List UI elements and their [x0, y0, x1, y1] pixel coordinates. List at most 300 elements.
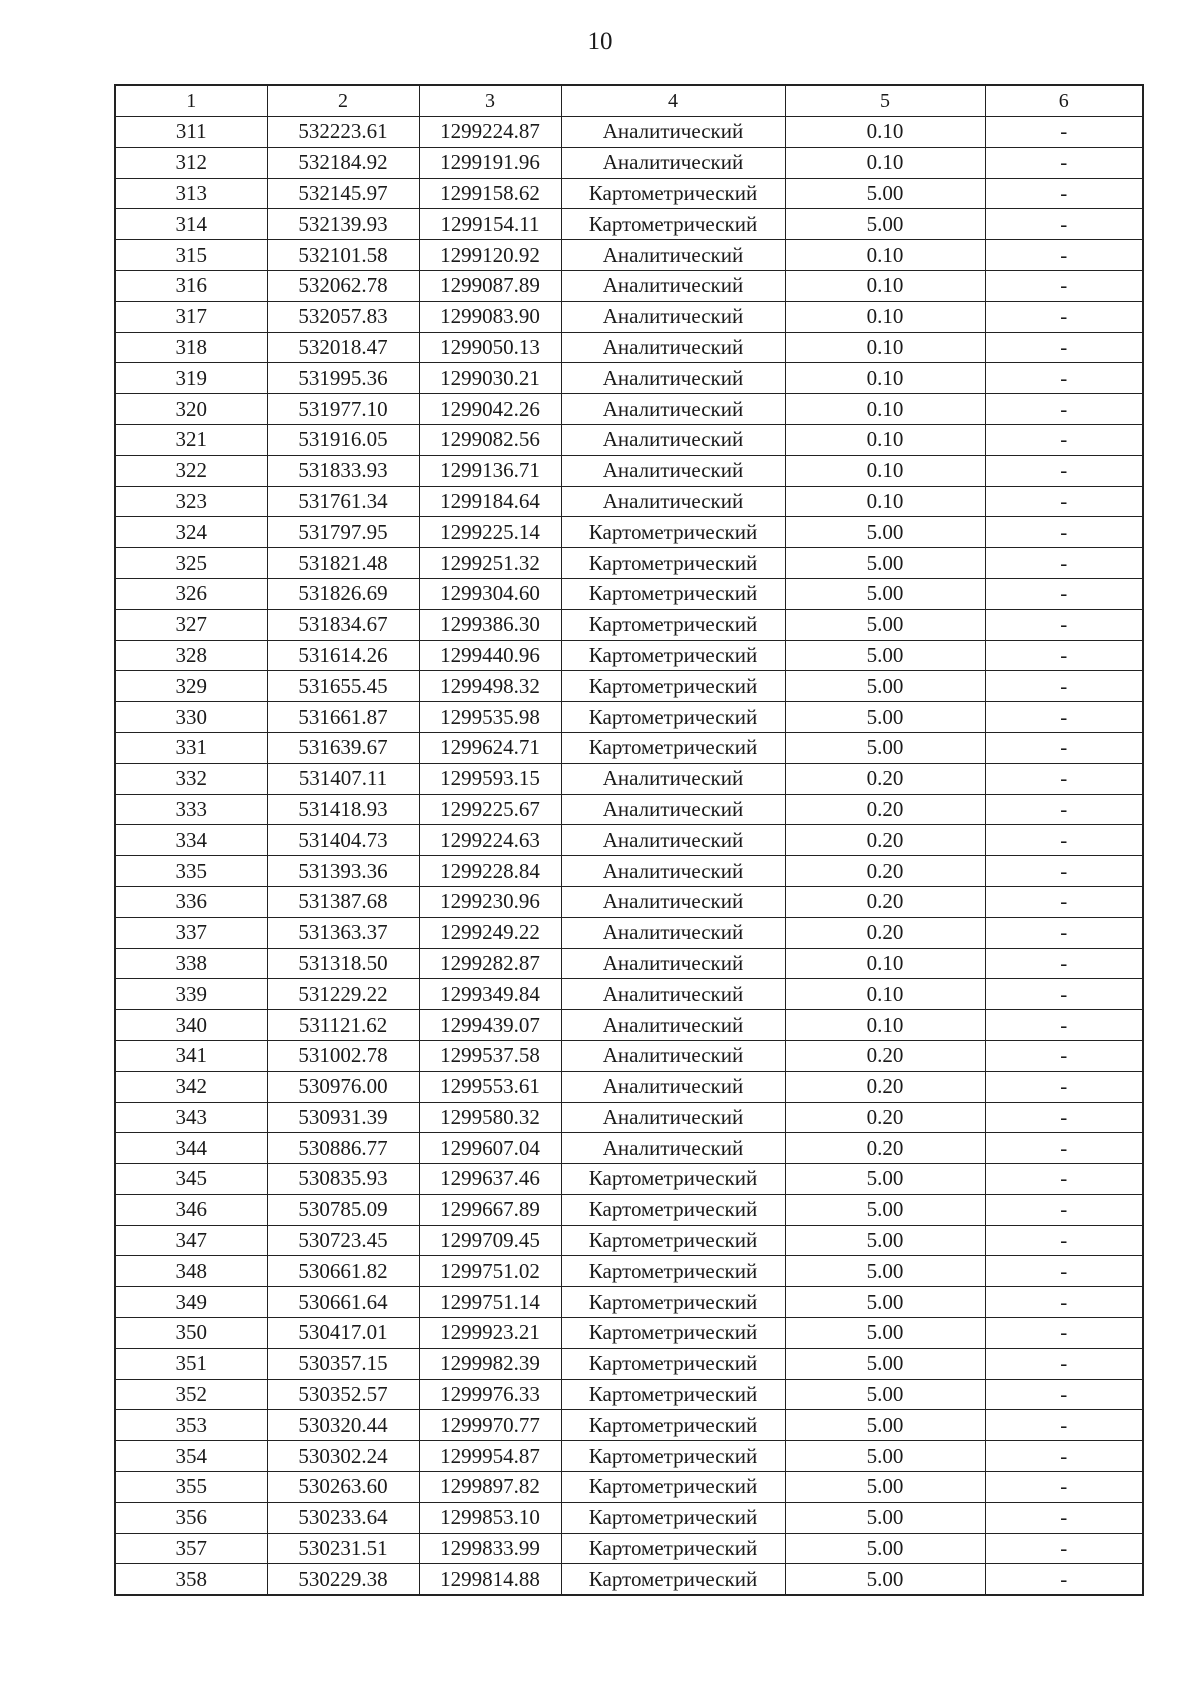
point-number-cell: 330 [115, 702, 267, 733]
y-coordinate-cell: 1299535.98 [419, 702, 561, 733]
y-coordinate-cell: 1299228.84 [419, 856, 561, 887]
method-cell: Картометрический [561, 178, 785, 209]
note-cell: - [985, 732, 1143, 763]
accuracy-cell: 0.10 [785, 455, 985, 486]
method-cell: Аналитический [561, 763, 785, 794]
point-number-cell: 338 [115, 948, 267, 979]
point-number-cell: 344 [115, 1133, 267, 1164]
method-cell: Аналитический [561, 886, 785, 917]
accuracy-cell: 0.20 [785, 1071, 985, 1102]
note-cell: - [985, 240, 1143, 271]
note-cell: - [985, 455, 1143, 486]
note-cell: - [985, 609, 1143, 640]
x-coordinate-cell: 530661.82 [267, 1256, 419, 1287]
note-cell: - [985, 794, 1143, 825]
method-cell: Аналитический [561, 825, 785, 856]
accuracy-cell: 5.00 [785, 209, 985, 240]
point-number-cell: 331 [115, 732, 267, 763]
method-cell: Аналитический [561, 301, 785, 332]
method-cell: Аналитический [561, 147, 785, 178]
x-coordinate-cell: 531797.95 [267, 517, 419, 548]
note-cell: - [985, 917, 1143, 948]
accuracy-cell: 0.10 [785, 948, 985, 979]
x-coordinate-cell: 531614.26 [267, 640, 419, 671]
accuracy-cell: 0.20 [785, 1040, 985, 1071]
table-row [115, 147, 1143, 178]
point-number-cell: 354 [115, 1441, 267, 1472]
table-body [115, 117, 1143, 1596]
point-number-cell: 345 [115, 1164, 267, 1195]
method-cell: Аналитический [561, 979, 785, 1010]
table-row [115, 1348, 1143, 1379]
point-number-cell: 329 [115, 671, 267, 702]
point-number-cell: 316 [115, 270, 267, 301]
method-cell: Картометрический [561, 702, 785, 733]
x-coordinate-cell: 530931.39 [267, 1102, 419, 1133]
y-coordinate-cell: 1299580.32 [419, 1102, 561, 1133]
note-cell: - [985, 1533, 1143, 1564]
y-coordinate-cell: 1299304.60 [419, 578, 561, 609]
note-cell: - [985, 548, 1143, 579]
accuracy-cell: 5.00 [785, 732, 985, 763]
table-row [115, 1256, 1143, 1287]
y-coordinate-cell: 1299136.71 [419, 455, 561, 486]
note-cell: - [985, 394, 1143, 425]
accuracy-cell: 5.00 [785, 640, 985, 671]
accuracy-cell: 0.20 [785, 856, 985, 887]
method-cell: Картометрический [561, 1164, 785, 1195]
x-coordinate-cell: 530229.38 [267, 1564, 419, 1595]
x-coordinate-cell: 532062.78 [267, 270, 419, 301]
point-number-cell: 351 [115, 1348, 267, 1379]
y-coordinate-cell: 1299637.46 [419, 1164, 561, 1195]
method-cell: Картометрический [561, 1379, 785, 1410]
point-number-cell: 340 [115, 1010, 267, 1041]
method-cell: Картометрический [561, 1441, 785, 1472]
point-number-cell: 328 [115, 640, 267, 671]
note-cell: - [985, 301, 1143, 332]
y-coordinate-cell: 1299191.96 [419, 147, 561, 178]
y-coordinate-cell: 1299853.10 [419, 1502, 561, 1533]
x-coordinate-cell: 530723.45 [267, 1225, 419, 1256]
y-coordinate-cell: 1299970.77 [419, 1410, 561, 1441]
point-number-cell: 347 [115, 1225, 267, 1256]
y-coordinate-cell: 1299225.67 [419, 794, 561, 825]
note-cell: - [985, 671, 1143, 702]
x-coordinate-cell: 532018.47 [267, 332, 419, 363]
accuracy-cell: 5.00 [785, 1379, 985, 1410]
method-cell: Аналитический [561, 1010, 785, 1041]
point-number-cell: 315 [115, 240, 267, 271]
note-cell: - [985, 178, 1143, 209]
accuracy-cell: 5.00 [785, 671, 985, 702]
note-cell: - [985, 1318, 1143, 1349]
method-cell: Картометрический [561, 1472, 785, 1503]
note-cell: - [985, 209, 1143, 240]
x-coordinate-cell: 531387.68 [267, 886, 419, 917]
x-coordinate-cell: 532223.61 [267, 117, 419, 148]
table-row [115, 424, 1143, 455]
x-coordinate-cell: 530352.57 [267, 1379, 419, 1410]
table-row [115, 240, 1143, 271]
method-cell: Картометрический [561, 1225, 785, 1256]
y-coordinate-cell: 1299751.14 [419, 1287, 561, 1318]
point-number-cell: 337 [115, 917, 267, 948]
method-cell: Картометрический [561, 1502, 785, 1533]
method-cell: Картометрический [561, 209, 785, 240]
accuracy-cell: 5.00 [785, 1472, 985, 1503]
note-cell: - [985, 1194, 1143, 1225]
table-header [115, 85, 1143, 117]
x-coordinate-cell: 530417.01 [267, 1318, 419, 1349]
method-cell: Аналитический [561, 363, 785, 394]
accuracy-cell: 0.10 [785, 424, 985, 455]
x-coordinate-cell: 532145.97 [267, 178, 419, 209]
y-coordinate-cell: 1299607.04 [419, 1133, 561, 1164]
accuracy-cell: 5.00 [785, 1318, 985, 1349]
note-cell: - [985, 1564, 1143, 1595]
x-coordinate-cell: 530231.51 [267, 1533, 419, 1564]
table-row [115, 886, 1143, 917]
accuracy-cell: 5.00 [785, 1256, 985, 1287]
point-number-cell: 341 [115, 1040, 267, 1071]
x-coordinate-cell: 530263.60 [267, 1472, 419, 1503]
y-coordinate-cell: 1299120.92 [419, 240, 561, 271]
x-coordinate-cell: 530320.44 [267, 1410, 419, 1441]
x-coordinate-cell: 530976.00 [267, 1071, 419, 1102]
x-coordinate-cell: 531834.67 [267, 609, 419, 640]
method-cell: Аналитический [561, 1102, 785, 1133]
table-row [115, 1533, 1143, 1564]
method-cell: Аналитический [561, 424, 785, 455]
x-coordinate-cell: 532184.92 [267, 147, 419, 178]
table-row [115, 1225, 1143, 1256]
table-row [115, 517, 1143, 548]
note-cell: - [985, 578, 1143, 609]
y-coordinate-cell: 1299184.64 [419, 486, 561, 517]
method-cell: Аналитический [561, 270, 785, 301]
y-coordinate-cell: 1299249.22 [419, 917, 561, 948]
method-cell: Аналитический [561, 394, 785, 425]
accuracy-cell: 5.00 [785, 1410, 985, 1441]
table-row [115, 856, 1143, 887]
y-coordinate-cell: 1299751.02 [419, 1256, 561, 1287]
method-cell: Аналитический [561, 332, 785, 363]
method-cell: Картометрический [561, 1318, 785, 1349]
note-cell: - [985, 825, 1143, 856]
y-coordinate-cell: 1299498.32 [419, 671, 561, 702]
table-row [115, 363, 1143, 394]
y-coordinate-cell: 1299667.89 [419, 1194, 561, 1225]
method-cell: Аналитический [561, 1071, 785, 1102]
accuracy-cell: 5.00 [785, 1287, 985, 1318]
method-cell: Аналитический [561, 240, 785, 271]
x-coordinate-cell: 531821.48 [267, 548, 419, 579]
table-row [115, 178, 1143, 209]
y-coordinate-cell: 1299976.33 [419, 1379, 561, 1410]
method-cell: Аналитический [561, 794, 785, 825]
point-number-cell: 333 [115, 794, 267, 825]
point-number-cell: 322 [115, 455, 267, 486]
y-coordinate-cell: 1299537.58 [419, 1040, 561, 1071]
note-cell: - [985, 1133, 1143, 1164]
table-row [115, 1410, 1143, 1441]
point-number-cell: 349 [115, 1287, 267, 1318]
note-cell: - [985, 1102, 1143, 1133]
y-coordinate-cell: 1299082.56 [419, 424, 561, 455]
page-number: 10 [587, 28, 613, 55]
y-coordinate-cell: 1299386.30 [419, 609, 561, 640]
table-row [115, 1102, 1143, 1133]
y-coordinate-cell: 1299251.32 [419, 548, 561, 579]
accuracy-cell: 0.10 [785, 240, 985, 271]
table-row [115, 270, 1143, 301]
accuracy-cell: 0.10 [785, 301, 985, 332]
accuracy-cell: 5.00 [785, 578, 985, 609]
y-coordinate-cell: 1299833.99 [419, 1533, 561, 1564]
point-number-cell: 335 [115, 856, 267, 887]
x-coordinate-cell: 532101.58 [267, 240, 419, 271]
y-coordinate-cell: 1299593.15 [419, 763, 561, 794]
note-cell: - [985, 763, 1143, 794]
y-coordinate-cell: 1299158.62 [419, 178, 561, 209]
x-coordinate-cell: 531639.67 [267, 732, 419, 763]
point-number-cell: 324 [115, 517, 267, 548]
x-coordinate-cell: 531318.50 [267, 948, 419, 979]
x-coordinate-cell: 531121.62 [267, 1010, 419, 1041]
note-cell: - [985, 1071, 1143, 1102]
accuracy-cell: 0.10 [785, 270, 985, 301]
column-header: 3 [419, 85, 561, 117]
point-number-cell: 332 [115, 763, 267, 794]
table-row [115, 117, 1143, 148]
note-cell: - [985, 886, 1143, 917]
point-number-cell: 343 [115, 1102, 267, 1133]
y-coordinate-cell: 1299923.21 [419, 1318, 561, 1349]
accuracy-cell: 0.20 [785, 825, 985, 856]
table-row [115, 732, 1143, 763]
accuracy-cell: 0.10 [785, 147, 985, 178]
x-coordinate-cell: 531833.93 [267, 455, 419, 486]
table-row [115, 640, 1143, 671]
accuracy-cell: 5.00 [785, 1564, 985, 1595]
y-coordinate-cell: 1299624.71 [419, 732, 561, 763]
x-coordinate-cell: 531761.34 [267, 486, 419, 517]
point-number-cell: 326 [115, 578, 267, 609]
table-row [115, 825, 1143, 856]
point-number-cell: 314 [115, 209, 267, 240]
accuracy-cell: 5.00 [785, 1225, 985, 1256]
table-row [115, 979, 1143, 1010]
method-cell: Аналитический [561, 917, 785, 948]
x-coordinate-cell: 530661.64 [267, 1287, 419, 1318]
accuracy-cell: 0.10 [785, 394, 985, 425]
point-number-cell: 352 [115, 1379, 267, 1410]
x-coordinate-cell: 530357.15 [267, 1348, 419, 1379]
note-cell: - [985, 1225, 1143, 1256]
accuracy-cell: 5.00 [785, 1533, 985, 1564]
y-coordinate-cell: 1299083.90 [419, 301, 561, 332]
accuracy-cell: 0.20 [785, 917, 985, 948]
column-header: 6 [985, 85, 1143, 117]
accuracy-cell: 5.00 [785, 1502, 985, 1533]
y-coordinate-cell: 1299087.89 [419, 270, 561, 301]
y-coordinate-cell: 1299225.14 [419, 517, 561, 548]
method-cell: Картометрический [561, 548, 785, 579]
note-cell: - [985, 640, 1143, 671]
point-number-cell: 313 [115, 178, 267, 209]
note-cell: - [985, 702, 1143, 733]
y-coordinate-cell: 1299224.87 [419, 117, 561, 148]
x-coordinate-cell: 531404.73 [267, 825, 419, 856]
method-cell: Картометрический [561, 640, 785, 671]
method-cell: Картометрический [561, 1287, 785, 1318]
y-coordinate-cell: 1299553.61 [419, 1071, 561, 1102]
note-cell: - [985, 147, 1143, 178]
note-cell: - [985, 1441, 1143, 1472]
note-cell: - [985, 486, 1143, 517]
note-cell: - [985, 332, 1143, 363]
note-cell: - [985, 424, 1143, 455]
x-coordinate-cell: 531826.69 [267, 578, 419, 609]
point-number-cell: 323 [115, 486, 267, 517]
table-row [115, 1164, 1143, 1195]
x-coordinate-cell: 532057.83 [267, 301, 419, 332]
y-coordinate-cell: 1299154.11 [419, 209, 561, 240]
point-number-cell: 325 [115, 548, 267, 579]
table-row [115, 1287, 1143, 1318]
table-row [115, 1040, 1143, 1071]
table-row [115, 609, 1143, 640]
x-coordinate-cell: 530302.24 [267, 1441, 419, 1472]
y-coordinate-cell: 1299982.39 [419, 1348, 561, 1379]
accuracy-cell: 5.00 [785, 1441, 985, 1472]
table-row [115, 548, 1143, 579]
table-row [115, 332, 1143, 363]
method-cell: Картометрический [561, 578, 785, 609]
y-coordinate-cell: 1299440.96 [419, 640, 561, 671]
x-coordinate-cell: 531655.45 [267, 671, 419, 702]
note-cell: - [985, 270, 1143, 301]
point-number-cell: 342 [115, 1071, 267, 1102]
header-row [115, 85, 1143, 117]
x-coordinate-cell: 531393.36 [267, 856, 419, 887]
y-coordinate-cell: 1299439.07 [419, 1010, 561, 1041]
note-cell: - [985, 517, 1143, 548]
note-cell: - [985, 856, 1143, 887]
note-cell: - [985, 1164, 1143, 1195]
accuracy-cell: 5.00 [785, 178, 985, 209]
note-cell: - [985, 1256, 1143, 1287]
table-row [115, 702, 1143, 733]
point-number-cell: 312 [115, 147, 267, 178]
column-header: 2 [267, 85, 419, 117]
x-coordinate-cell: 531977.10 [267, 394, 419, 425]
accuracy-cell: 5.00 [785, 609, 985, 640]
table-row [115, 948, 1143, 979]
table-row [115, 671, 1143, 702]
accuracy-cell: 0.10 [785, 363, 985, 394]
accuracy-cell: 0.10 [785, 486, 985, 517]
accuracy-cell: 5.00 [785, 1164, 985, 1195]
y-coordinate-cell: 1299030.21 [419, 363, 561, 394]
table-row [115, 1071, 1143, 1102]
coordinates-table [114, 84, 1144, 1596]
point-number-cell: 356 [115, 1502, 267, 1533]
table-row [115, 455, 1143, 486]
y-coordinate-cell: 1299814.88 [419, 1564, 561, 1595]
x-coordinate-cell: 531229.22 [267, 979, 419, 1010]
accuracy-cell: 0.10 [785, 332, 985, 363]
method-cell: Картометрический [561, 671, 785, 702]
x-coordinate-cell: 530886.77 [267, 1133, 419, 1164]
note-cell: - [985, 1410, 1143, 1441]
y-coordinate-cell: 1299282.87 [419, 948, 561, 979]
accuracy-cell: 0.20 [785, 763, 985, 794]
table-row [115, 1010, 1143, 1041]
point-number-cell: 318 [115, 332, 267, 363]
y-coordinate-cell: 1299954.87 [419, 1441, 561, 1472]
point-number-cell: 358 [115, 1564, 267, 1595]
x-coordinate-cell: 531418.93 [267, 794, 419, 825]
table-row [115, 209, 1143, 240]
point-number-cell: 319 [115, 363, 267, 394]
method-cell: Аналитический [561, 117, 785, 148]
table-row [115, 1472, 1143, 1503]
accuracy-cell: 5.00 [785, 702, 985, 733]
table-row [115, 486, 1143, 517]
table-row [115, 917, 1143, 948]
accuracy-cell: 0.20 [785, 1102, 985, 1133]
note-cell: - [985, 363, 1143, 394]
table-row [115, 1194, 1143, 1225]
x-coordinate-cell: 531661.87 [267, 702, 419, 733]
x-coordinate-cell: 531995.36 [267, 363, 419, 394]
accuracy-cell: 5.00 [785, 517, 985, 548]
accuracy-cell: 0.20 [785, 886, 985, 917]
note-cell: - [985, 1287, 1143, 1318]
x-coordinate-cell: 532139.93 [267, 209, 419, 240]
table-row [115, 1379, 1143, 1410]
accuracy-cell: 0.10 [785, 1010, 985, 1041]
method-cell: Картометрический [561, 517, 785, 548]
x-coordinate-cell: 531363.37 [267, 917, 419, 948]
accuracy-cell: 5.00 [785, 1194, 985, 1225]
table-row [115, 578, 1143, 609]
table-row [115, 1502, 1143, 1533]
point-number-cell: 334 [115, 825, 267, 856]
x-coordinate-cell: 530835.93 [267, 1164, 419, 1195]
point-number-cell: 353 [115, 1410, 267, 1441]
accuracy-cell: 0.10 [785, 979, 985, 1010]
table-row [115, 763, 1143, 794]
y-coordinate-cell: 1299224.63 [419, 825, 561, 856]
table-row [115, 301, 1143, 332]
point-number-cell: 355 [115, 1472, 267, 1503]
x-coordinate-cell: 530785.09 [267, 1194, 419, 1225]
note-cell: - [985, 948, 1143, 979]
method-cell: Аналитический [561, 455, 785, 486]
method-cell: Картометрический [561, 1564, 785, 1595]
note-cell: - [985, 1348, 1143, 1379]
point-number-cell: 311 [115, 117, 267, 148]
point-number-cell: 350 [115, 1318, 267, 1349]
accuracy-cell: 0.20 [785, 794, 985, 825]
column-header: 5 [785, 85, 985, 117]
accuracy-cell: 0.20 [785, 1133, 985, 1164]
point-number-cell: 327 [115, 609, 267, 640]
y-coordinate-cell: 1299050.13 [419, 332, 561, 363]
